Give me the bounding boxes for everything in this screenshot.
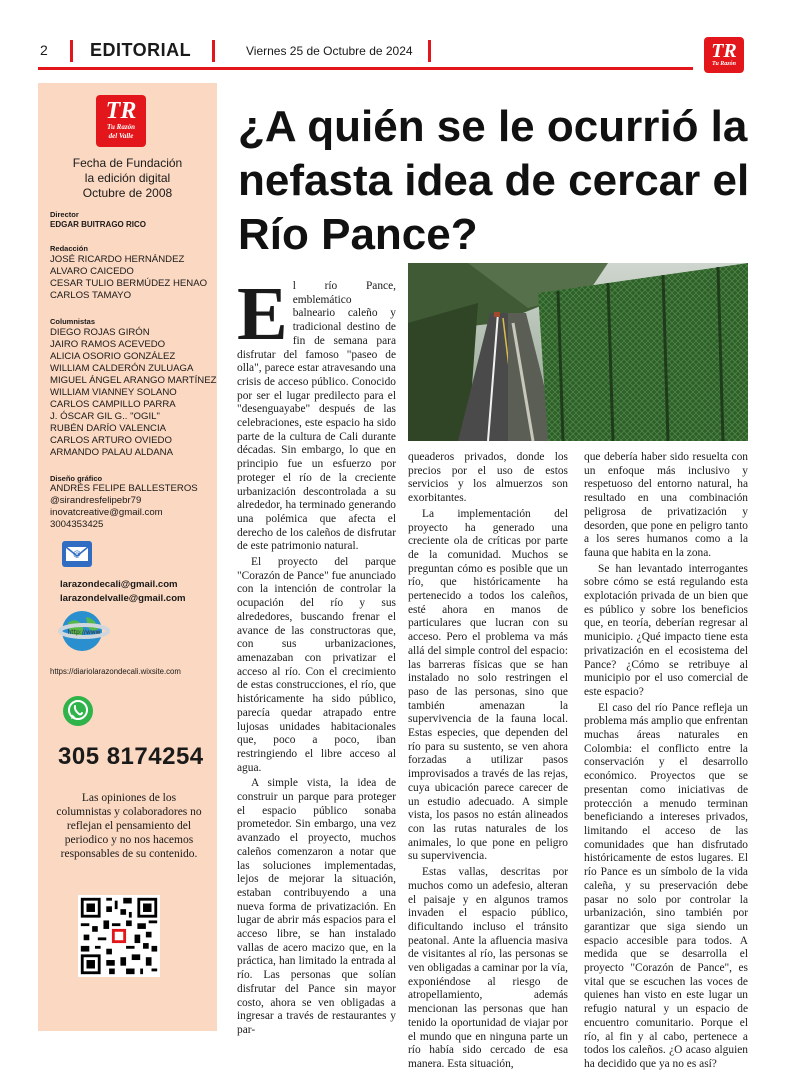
director-name: EDGAR BUITRAGO RICO [50,220,146,229]
article-column-2 [408,451,568,1072]
columnistas-label: Columnistas [50,317,96,326]
paragraph: A simple vista, la idea de construir un parque para proteger el espacio público sonaba prometedor. Sin embargo, una vez avanzado el proyecto, muchos caleños comenzaron a notar que las soluciones implementadas, lejos de mejorar la situación, estaban contribuyendo a una nueva forma de privatización. En lugar de abrir más espacios para el acceso libre, se han instalado vallas de acero macizo que, en la práctica, han limitado la entrada al río. Las personas que solían disfrutar del Pance sin mayor costo, ahora se ven obligadas a ingresar a través de restaurantes y par- [237,777,396,1036]
paragraph: l río Pance, emblemático balneario caleño y tradicional destino de fin de semana para disfrutar del famoso "paseo de olla", parece estar atravesando una crisis de acceso público. Conocido por ser el lugar predilecto para el "desenguayabe" después de las celebraciones, este espacio ha sido parte de la cultura de Cali durante décadas. Sin embargo, lo que en principio fue un esfuerzo por proteger el río de la creciente urbanización descontrolada a su alrededor, ha terminado generando una polémica que afecta el derecho de los caleños de disfrutar de este patrimonio natural. [237,280,396,553]
issue-date: Viernes 25 de Octubre de 2024 [246,44,413,58]
page-header [0,0,786,72]
columnistas-list: DIEGO ROJAS GIRÓN JAIRO RAMOS ACEVEDO ALICIA OSORIO GONZÁLEZ WILLIAM CALDERÓN ZULUAGA MIGUEL ÁNGEL ARANGO MARTÍNEZ WILLIAM VIANNEY SOLANO CARLOS CAMPILLO PARRA J. ÓSCAR GIL G.. "OGIL" RUBÉN DARÍO VALENCIA CARLOS ARTURO OVIEDO ARMANDO PALAU ALDANA [50,327,217,458]
section-title: EDITORIAL [90,40,192,60]
svg-text:@: @ [73,549,81,558]
page-number: 2 [40,42,48,58]
article-title: ¿A quién se le ocurrió la nefasta idea de cercar el Río Pance? [238,102,750,259]
header-logo: TR Tu Razón [704,37,744,73]
website-link[interactable]: https://diariolarazondecali.wixsite.com [50,667,181,676]
director-label: Director [50,210,79,219]
paragraph: que debería haber sido resuelta con un enfoque más inclusivo y respetuoso del entorno natural, ha resultado en una combinación peligrosa de privatización y desorden, que pone en peligro tanto a los seres humanos como a la fauna que habita en la zona. [584,451,748,559]
email-link[interactable]: larazondecali@gmail.com [60,579,178,590]
article-column-3 [584,451,748,1072]
redaccion-label: Redacción [50,244,88,253]
whatsapp-icon [62,695,94,727]
qr-code [78,895,160,977]
paragraph: Se han levantado interrogantes sobre cómo se está regulando esta explotación privada de un bien que es público y sobre los beneficios que, en teoría, deberían regresar al municipio. ¿Qué impacto tiene esta privatización en el ecosistema del Pance? ¿Cómo se retribuye al municipio por el uso comercial de este espacio? [584,562,748,698]
email-link[interactable]: larazondelvalle@gmail.com [60,593,186,604]
drop-cap: E [237,272,288,356]
divider [212,40,215,62]
article-column-1 [237,272,396,1038]
paragraph: El proyecto del parque "Corazón de Pance" fue anunciado con la intención de controlar la ocupación del río y sus alrededores, buscando frenar el avance de las constructoras que, con sus urbanizaciones, amenazaban con privatizar el acceso al río. Con el crecimiento de estas construcciones, el río, que históricamente ha sido público, parecía quedar atrapado entre lujosas unidades habitacionales que, poco a poco, iban restringiendo el libre acceso al agua. [237,556,396,774]
phone-number: 305 8174254 [58,743,204,770]
paragraph: Estas vallas, descritas por muchos como un adefesio, alteran el paisaje y en algunos tramos invaden el espacio público, dificultando incluso el tránsito peatonal. Ante la afluencia masiva de visitantes al río, las personas se ven obligadas a caminar por la vía, exponiéndose al riesgo de atropellamiento, además mencionan las personas que han tenido la oportunidad de viajar por el mundo que en ninguna parte un río había sido cercado de esa manera. Esta situación, [408,866,568,1070]
diseno-credits: ANDRÉS FELIPE BALLESTEROS @sirandresfelipebr79 inovatcreative@gmail.com 3004353425 [50,483,198,530]
diseno-label: Diseño gráfico [50,474,103,483]
founding-date: Fecha de Fundación la edición digital Octubre de 2008 [72,156,183,200]
globe-icon [56,607,112,655]
disclaimer: Las opiniones de los columnistas y colaboradores no reflejan el pensamiento del periodico y no nos hacemos responsables de su contenido. [56,792,202,860]
email-icon [60,539,94,569]
divider [428,40,431,62]
divider [70,40,73,62]
paragraph: La implementación del proyecto ha generado una creciente ola de críticas por parte de la comunidad. Muchos se preguntan cómo es posible que un río, que históricamente ha pertenecido a todos los caleños, esté ahora en manos de particulares que lucran con su acceso. Pero el problema va más allá del simple control del espacio: las barreras físicas que se han instalado no solo restringen el paso de las personas, sino que también amenazan la supervivencia de la fauna local. Estas especies, que dependen del río para su sustento, se ven ahora forzadas a utilizar pasos improvisados a través de las rejas, cuya ubicación parece carecer de un estudio adecuado. A simple vista, los pasos no están alineados con las rutas naturales de los animales, lo que pone en peligro su supervivencia. [408,507,568,863]
sidebar-logo: TR Tu Razón del Valle [96,95,146,147]
masthead-sidebar [38,83,217,1031]
globe-label: http://www [67,629,101,636]
paragraph: queaderos privados, donde los precios por el uso de estos servicios y los almuerzos son exorbitantes. [408,451,568,505]
header-rule [38,67,693,70]
article-photo [408,263,748,441]
paragraph: El caso del río Pance refleja un problema más amplio que enfrentan muchas áreas naturales en Colombia: el conflicto entre la conservación y el desarrollo económico. Proyectos que se presentan como iniciativas de protección a menudo terminan beneficiando a intereses privados, limitando el acceso de las comunidades que han disfrutado históricamente de estos lugares. El río Pance es un símbolo de la vida caleña, y su preservación debe pasar no solo por controlar la urbanización, sino también por garantizar que siga siendo un espacio accesible para todos. A medida que se desarrolla el proyecto "Corazón de Pance", es vital que se escuchen las voces de quienes han visto en este lugar un refugio natural y un espacio de encuentro comunitario. Porque el río, al fin y al cabo, pertenece a todos los caleños. ¿O acaso alguien ha decidido que ya no es así? [584,701,748,1070]
redaccion-list: JOSÉ RICARDO HERNÁNDEZ ALVARO CAICEDO CESAR TULIO BERMÚDEZ HENAO CARLOS TAMAYO [50,254,208,301]
